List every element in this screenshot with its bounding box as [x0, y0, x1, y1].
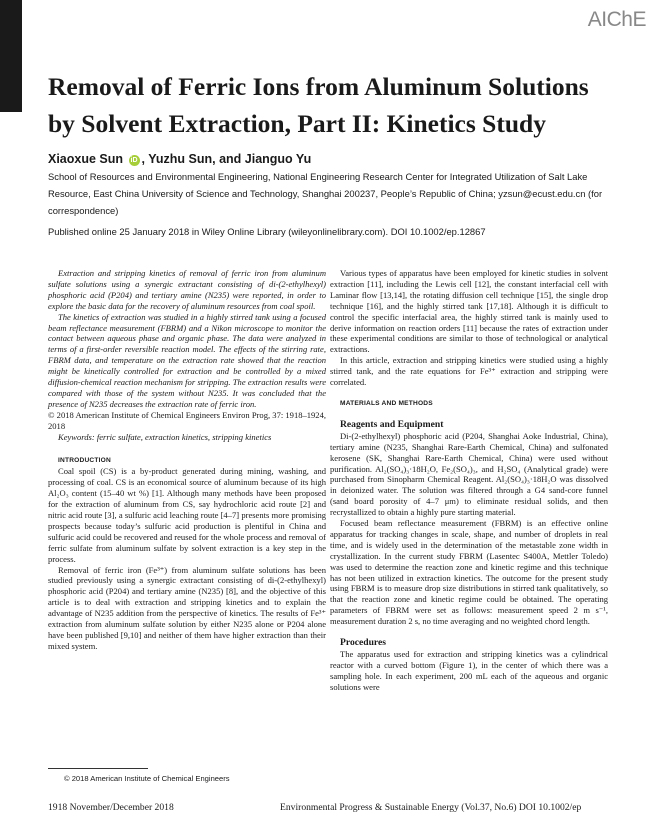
footnote-copyright: © 2018 American Institute of Chemical Engineers	[64, 774, 230, 783]
journal-logo: AIChE	[587, 8, 646, 31]
page-footer-right: Environmental Progress & Sustainable Energy (Vol.37, No.6) DOI 10.1002/ep	[280, 802, 582, 813]
body-paragraph: In this article, extraction and stripping kinetics were studied using a highly stirred tank, and the rate equations for Fe³⁺ extraction and stripping were correlated.	[330, 355, 608, 388]
orcid-icon[interactable]: iD	[130, 157, 138, 164]
subsection-heading: Reagents and Equipment	[340, 418, 444, 430]
body-paragraph: The apparatus used for extraction and stripping kinetics was a cylindrical reactor with a curved bottom (Figure 1), in the center of which there was a sampling hole. In each experiment, 200 mL each of the aqueous and organic solutions were	[330, 649, 608, 692]
author-names-rest: , Yuzhu Sun, and Jianguo Yu	[141, 152, 312, 166]
footnote-divider	[48, 768, 148, 769]
author-list	[48, 152, 311, 166]
section-heading: MATERIALS AND METHODS	[340, 399, 433, 407]
left-column	[48, 268, 326, 652]
affiliation: School of Resources and Environmental Engineering, National Engineering Research Center for Integrated Utilization of Salt Lake Resource, East China University of Science and Technology, Shanghai 200237, People’s Republic of China; yzsun@ecust.edu.cn (for correspondence)	[48, 171, 603, 216]
abstract-copyright: © 2018 American Institute of Chemical Engineers Environ Prog, 37: 1918–1924, 2018	[48, 409, 326, 431]
author-name: Xiaoxue Sun	[48, 152, 124, 166]
body-paragraph: Removal of ferric iron (Fe³⁺) from aluminum sulfate solutions has been studied previously using a synergic extractant consisting of di-(2-ethylhexyl) phosphoric acid (P204) and tertiary amine (N235) [8], and the objective of this article is to deal with extraction and stripping kinetics and to explain the advantage of N235 addition from the perspective of kinetics. The results of Fe³⁺ extraction from aluminum sulfate solution by either N235 alone or P204 alone have been published [9,10] and neither of them have higher extraction than their mixed system.	[48, 564, 326, 651]
keywords: Keywords: ferric sulfate, extraction kinetics, stripping kinetics	[58, 431, 272, 442]
publication-info: Published online 25 January 2018 in Wiley Online Library (wileyonlinelibrary.com). DOI 10.1002/ep.12867	[48, 226, 486, 237]
body-paragraph: Various types of apparatus have been employed for kinetic studies in solvent extraction [11], including the Lewis cell [12], the constant interfacial cell with Laminar flow [13,14], the rotating diffusion cell technique [15], the single drop technique [16], and the highly stirred tank [17,18]. Although it is difficult to control the specific interfacial area, the highly stirred tank is mainly used to derive information on reaction orders [11] because the rates of extraction under these experimental conditions are similar to those of technological or analytical extractions.	[330, 268, 608, 355]
right-column	[330, 268, 608, 693]
section-heading: INTRODUCTION	[58, 456, 111, 464]
subsection-heading: Procedures	[340, 637, 387, 649]
article-title: Removal of Ferric Ions from Aluminum Solutions by Solvent Extraction, Part II: Kinetics Study	[48, 72, 589, 138]
abstract-paragraph: Extraction and stripping kinetics of removal of ferric iron from aluminum sulfate solutions using a synergic extractant consisting of di-(2-ethylhexyl) phosphoric acid (P204) and tertiary amine (N235) were reported, in order to explore the basic data for the recovery of aluminum resources from coal spoil.	[48, 268, 326, 311]
body-paragraph: Focused beam reflectance measurement (FBRM) is an effective online apparatus for tracking changes in scale, shape, and number of droplets in real time, and is widely used in the determination of the metastable zone width in crystallization. In the current study FBRM (Lasentec S400A, Mettler Toledo) was used to determine the reaction zone and kinetic regime and this technique has not been utilized in extraction kinetics. The outcome for the present study using FBRM is to measure drop size distributions in stirred tank qualitatively, so that the reaction zone and kinetic regime could be obtained. The operating parameters of FBRM were set as follows: measurement speed 2 m s⁻¹, measurement duration 2 s, no time averaging and no weighted chord length.	[330, 518, 608, 627]
abstract-paragraph: The kinetics of extraction was studied in a highly stirred tank using a focused beam reflectance measurement (FBRM) and a Nikon microscope to monitor the contact between aqueous phase and organic phase. The data were analyzed in terms of a first-order reversible reaction model. The effects of the stirring rate, FBRM data, and temperature on the extraction rate showed that the reaction might be kinetically controlled for extraction and be controlled by a mixed diffusion-chemical reaction mechanism for stripping. The extraction results were compared with those of the system without N235. It was concluded that the presence of N235 decreases the extraction rate of ferric iron.	[48, 311, 326, 409]
body-paragraph: Di-(2-ethylhexyl) phosphoric acid (P204, Shanghai Aoke Industrial, China), tertiary amine (N235, Shanghai Rare-Earth Chemical, China) and sulfonated kerosene (SK, Shanghai Rare-Earth Chemical, China) were used without purification. Al₂(SO₄)₃·18H₂O, Fe₂(SO₄)₃, and H₂SO₄ (Analytical grade) were purchased from Sinopharm Chemical Reagent. Al₂(SO₄)₃·18H₂O was dissolved in deionized water. The solution was filtered through a G4 sand-core funnel (sand board porosity of 4–7 μm) to eliminate residual solids, and then recrystallized to obtain a highly pure starting material.	[330, 430, 608, 518]
body-paragraph: Coal spoil (CS) is a by-product generated during mining, washing, and processing of coal. CS is an economical source of aluminum because of its high Al₂O₃ content (15–40 wt %) [1]. Although many methods have been proposed for the extraction of aluminum from CS, say hydrochloric acid route [2] and nitric acid route [3], a sulfuric acid leaching route [4–7] presents more promising prospects because today’s sulfuric acid production is plentiful in China and sulfuric acid could be recovered and reused for the whole process and removal of ferric sulfate from aluminum sulfate by solvent extraction is a key step in the process.	[48, 466, 326, 564]
page-footer-left: 1918 November/December 2018	[48, 802, 174, 813]
edge-tab	[0, 0, 22, 112]
